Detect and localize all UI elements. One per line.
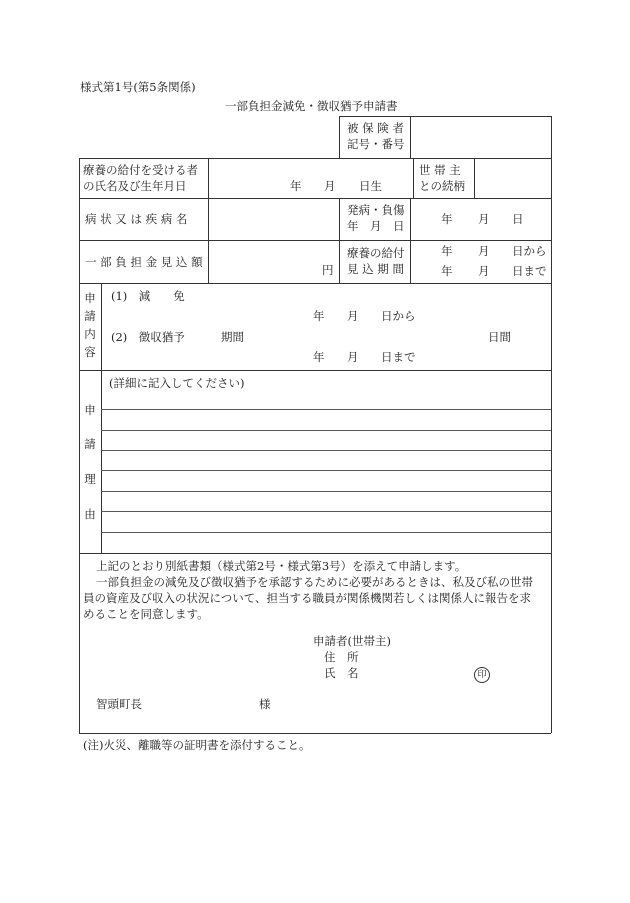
app-from-day: 日から — [381, 309, 416, 323]
declaration-line2: 一部負担金の減免及び徴収猶予を承認するために必要があるときは、私及び私の世帯 — [96, 575, 533, 589]
reason-side-char: 請 — [84, 437, 96, 451]
reason-instruction: (詳細に記入してください) — [109, 376, 245, 390]
border-main-left — [79, 158, 80, 733]
illness-label: 病 状 又 は 疾 病 名 — [85, 212, 188, 226]
divider-row1 — [79, 198, 551, 199]
insured-label-line1: 被 保 険 者 — [347, 121, 404, 135]
address-label: 住 所 — [324, 650, 359, 664]
reason-field[interactable] — [104, 392, 548, 550]
divider-row4 — [79, 370, 551, 371]
honorific: 様 — [259, 697, 271, 711]
onset-month-label: 月 — [478, 212, 490, 226]
onset-label-line2: 年 月 日 — [347, 219, 405, 233]
form-title: 一部負担金減免・徴収猶予申請書 — [225, 99, 398, 113]
app-from-year: 年 — [313, 309, 325, 323]
reason-side-char: 申 — [84, 403, 96, 417]
name-field[interactable] — [365, 666, 465, 682]
birth-day-label: 日生 — [359, 179, 382, 193]
insured-number-field[interactable] — [413, 120, 547, 154]
border-main-bottom — [79, 733, 551, 734]
divider-row2 — [79, 240, 551, 241]
amount-field[interactable] — [211, 243, 336, 280]
relation-label-line1: 世 帯 主 — [419, 163, 461, 177]
insured-label-line2: 記号・番号 — [347, 137, 405, 151]
declaration-line4: めることを同意します。 — [83, 607, 209, 621]
address-field[interactable] — [365, 650, 545, 666]
app-to-year: 年 — [313, 350, 325, 364]
divider-mid-col2 — [410, 198, 411, 283]
recipient-label-line2: の氏名及び生年月日 — [83, 179, 187, 193]
divider-mid-col — [339, 198, 340, 283]
declaration-line3: 員の資産及び収入の状況について、担当する職員が関係機関若しくは関係人に報告を求 — [83, 591, 532, 605]
period-to-year: 年 — [441, 264, 453, 278]
illness-field[interactable] — [211, 201, 336, 237]
seal-mark — [474, 667, 490, 683]
divider-insured — [410, 116, 411, 158]
birth-year-label: 年 — [290, 179, 302, 193]
app-to-month: 月 — [347, 350, 359, 364]
birth-month-label: 月 — [324, 179, 336, 193]
app-to-day: 日まで — [381, 350, 416, 364]
application-side-char: 請 — [84, 309, 96, 323]
divider-relation-left — [413, 158, 414, 198]
app-from-month: 月 — [347, 309, 359, 323]
option-deferral[interactable]: (2) 徴収猶予 — [111, 330, 185, 344]
divider-label-col — [208, 158, 209, 283]
yen-label: 円 — [322, 263, 334, 277]
period-label: 期間 — [221, 330, 244, 344]
declaration-line1: 上記のとおり別紙書類（様式第2号・様式第3号）を添えて申請します。 — [96, 559, 467, 573]
onset-year-label: 年 — [441, 212, 453, 226]
period-from-month: 月 — [478, 244, 490, 258]
amount-label: 一 部 負 担 金 見 込 額 — [85, 255, 203, 269]
seal-icon: 印 — [474, 667, 490, 683]
period-label-line2: 見 込 期 間 — [347, 262, 404, 276]
application-side-char: 容 — [84, 345, 96, 359]
divider-row5 — [79, 553, 551, 554]
option-reduction[interactable]: (1) 減 免 — [111, 289, 185, 303]
applicant-label: 申請者(世帯主) — [313, 634, 391, 648]
period-from-day: 日から — [512, 244, 547, 258]
period-from-year: 年 — [441, 244, 453, 258]
relation-label-line2: との続柄 — [419, 179, 465, 193]
divider-row3 — [79, 283, 551, 284]
border-main-right — [551, 116, 552, 733]
period-to-day: 日まで — [512, 264, 547, 278]
divider-side-col — [101, 283, 102, 553]
period-label-line1: 療養の給付 — [347, 246, 405, 260]
onset-label-line1: 発病・負傷 — [347, 203, 405, 217]
footnote: (注)火災、離職等の証明書を添付すること。 — [83, 738, 311, 752]
reason-side-char: 理 — [84, 472, 96, 486]
relation-field[interactable] — [477, 161, 548, 195]
form-number: 様式第1号(第5条関係) — [80, 80, 196, 94]
border-top-insured — [339, 116, 551, 117]
divider-relation-right — [474, 158, 475, 198]
days-label: 日間 — [488, 330, 511, 344]
onset-day-label: 日 — [512, 212, 524, 226]
reason-side-char: 由 — [84, 507, 96, 521]
application-side-char: 内 — [84, 327, 96, 341]
addressee: 智頭町長 — [96, 697, 142, 711]
border-left-insured — [339, 116, 340, 158]
period-to-month: 月 — [478, 264, 490, 278]
border-main-top — [79, 158, 551, 159]
application-side-char: 申 — [84, 291, 96, 305]
recipient-label-line1: 療養の給付を受ける者 — [83, 163, 198, 177]
name-label: 氏 名 — [324, 666, 359, 680]
